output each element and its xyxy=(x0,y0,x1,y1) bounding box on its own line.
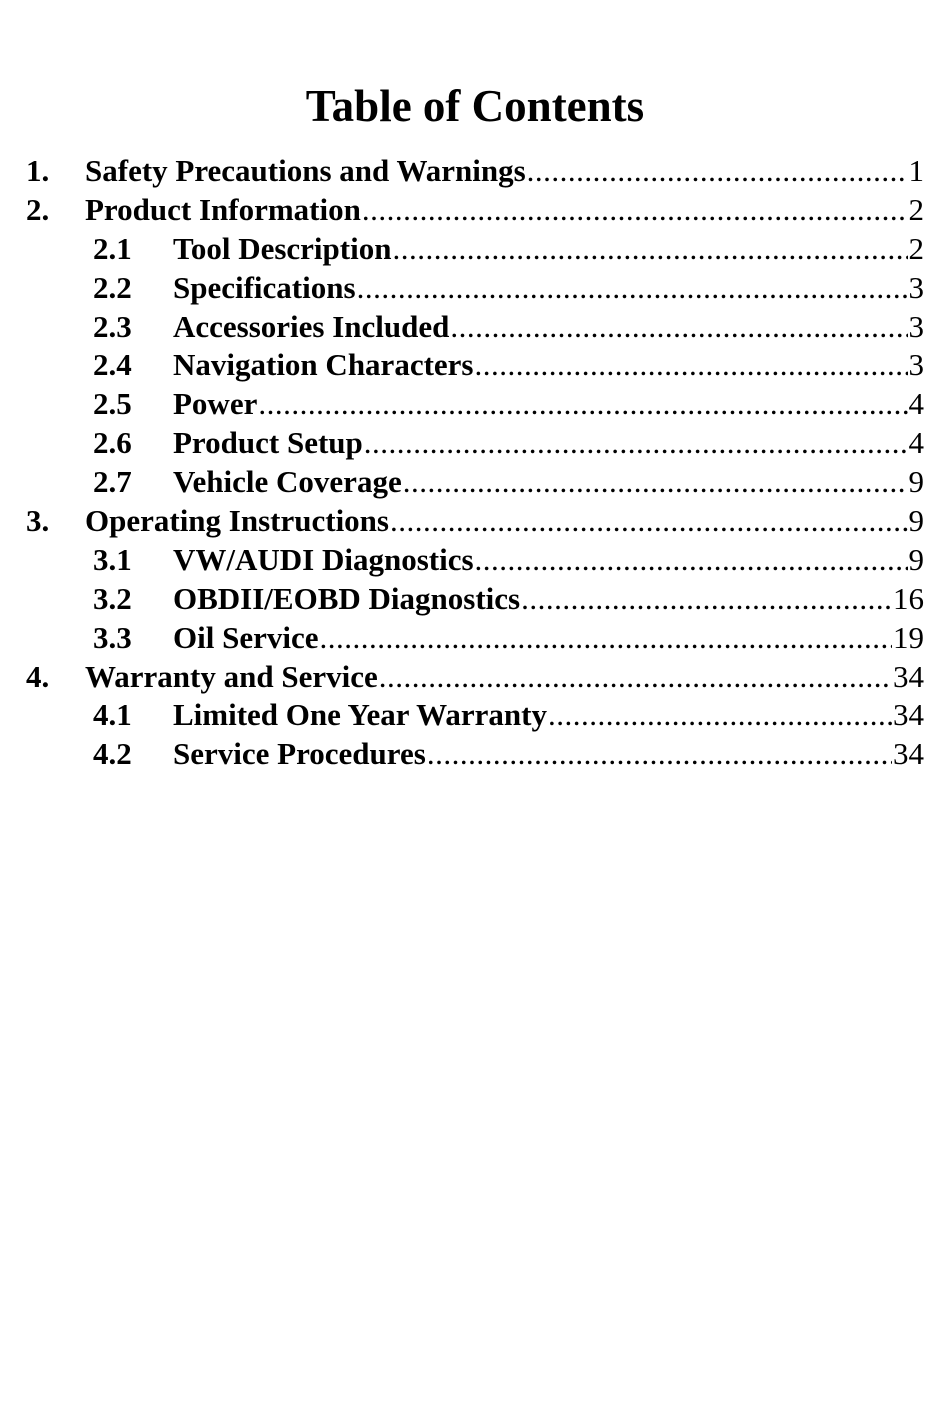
toc-number: 2. xyxy=(26,191,50,227)
toc-number: 4.2 xyxy=(93,736,132,772)
toc-page-number: 3 xyxy=(908,347,924,383)
toc-entry-2-1[interactable] xyxy=(0,230,950,269)
toc-leader-dots xyxy=(392,230,907,269)
toc-entry-1[interactable] xyxy=(0,152,950,191)
toc-number: 3.2 xyxy=(93,580,132,616)
toc-number: 2.5 xyxy=(93,386,132,422)
toc-number: 4.1 xyxy=(93,697,132,733)
toc-page-number: 2 xyxy=(908,230,924,266)
toc-page-number: 9 xyxy=(908,503,924,539)
toc-number: 3. xyxy=(26,503,50,539)
toc-label: Navigation Characters xyxy=(173,347,474,383)
toc-entry-3-3[interactable] xyxy=(0,619,950,658)
toc-number: 2.7 xyxy=(93,464,132,500)
toc-number: 3.1 xyxy=(93,541,132,577)
toc-leader-dots xyxy=(319,619,892,658)
toc-leader-dots xyxy=(475,541,908,580)
toc-label: Power xyxy=(173,386,258,422)
toc-leader-dots xyxy=(403,463,908,502)
toc-page-number: 34 xyxy=(893,658,924,694)
toc-number: 3.3 xyxy=(93,619,132,655)
toc-page-number: 3 xyxy=(908,269,924,305)
toc-leader-dots xyxy=(521,580,892,619)
toc-leader-dots xyxy=(362,191,908,230)
toc-leader-dots xyxy=(357,269,908,308)
toc-leader-dots xyxy=(258,385,907,424)
toc-leader-dots xyxy=(427,735,892,774)
toc-label: Operating Instructions xyxy=(85,503,389,539)
toc-entry-2-7[interactable] xyxy=(0,463,950,502)
toc-page-number: 3 xyxy=(908,308,924,344)
toc-label: Service Procedures xyxy=(173,736,426,772)
toc-number: 1. xyxy=(26,153,50,188)
toc-label: Accessories Included xyxy=(173,308,450,344)
toc-entry-4-1[interactable] xyxy=(0,696,950,735)
toc-label: Tool Description xyxy=(173,230,392,266)
toc-number: 2.4 xyxy=(93,347,132,383)
toc-entry-2[interactable] xyxy=(0,191,950,230)
toc-leader-dots xyxy=(527,152,908,191)
toc-label: VW/AUDI Diagnostics xyxy=(173,541,474,577)
toc-entry-3-1[interactable] xyxy=(0,541,950,580)
toc-leader-dots xyxy=(390,502,908,541)
toc-label: Product Information xyxy=(85,191,361,227)
toc-entry-4[interactable] xyxy=(0,658,950,697)
toc-page-number: 9 xyxy=(908,464,924,500)
page-title: Table of Contents xyxy=(305,81,645,131)
toc-page-number: 19 xyxy=(893,619,924,655)
toc-number: 2.6 xyxy=(93,425,132,461)
toc-leader-dots xyxy=(450,308,907,347)
toc-leader-dots xyxy=(548,696,892,735)
toc-entry-2-2[interactable] xyxy=(0,269,950,308)
toc-label: Specifications xyxy=(173,269,356,305)
toc-page-number: 2 xyxy=(908,191,924,227)
toc-entry-3-2[interactable] xyxy=(0,580,950,619)
toc-list xyxy=(0,152,950,774)
toc-page-number: 34 xyxy=(893,697,924,733)
toc-number: 2.2 xyxy=(93,269,132,305)
toc-label: Product Setup xyxy=(173,425,363,461)
toc-page-number: 16 xyxy=(893,580,924,616)
toc-label: Safety Precautions and Warnings xyxy=(85,153,526,188)
toc-page-number: 4 xyxy=(908,425,924,461)
toc-page-number: 34 xyxy=(893,736,924,772)
toc-number: 4. xyxy=(26,658,50,694)
toc-label: Oil Service xyxy=(173,619,319,655)
toc-number: 2.3 xyxy=(93,308,132,344)
toc-label: Vehicle Coverage xyxy=(173,464,402,500)
toc-entry-2-3[interactable] xyxy=(0,308,950,347)
toc-entry-3[interactable] xyxy=(0,502,950,541)
toc-leader-dots xyxy=(379,658,892,697)
toc-leader-dots xyxy=(364,424,908,463)
toc-page-number: 4 xyxy=(908,386,924,422)
toc-label: Limited One Year Warranty xyxy=(173,697,547,733)
toc-number: 2.1 xyxy=(93,230,132,266)
toc-page-number: 9 xyxy=(908,541,924,577)
toc-label: Warranty and Service xyxy=(85,658,378,694)
toc-leader-dots xyxy=(474,346,907,385)
toc-entry-2-5[interactable] xyxy=(0,385,950,424)
toc-entry-2-4[interactable] xyxy=(0,346,950,385)
toc-page-number: 1 xyxy=(908,153,924,188)
toc-entry-2-6[interactable] xyxy=(0,424,950,463)
toc-entry-4-2[interactable] xyxy=(0,735,950,774)
toc-label: OBDII/EOBD Diagnostics xyxy=(173,580,521,616)
